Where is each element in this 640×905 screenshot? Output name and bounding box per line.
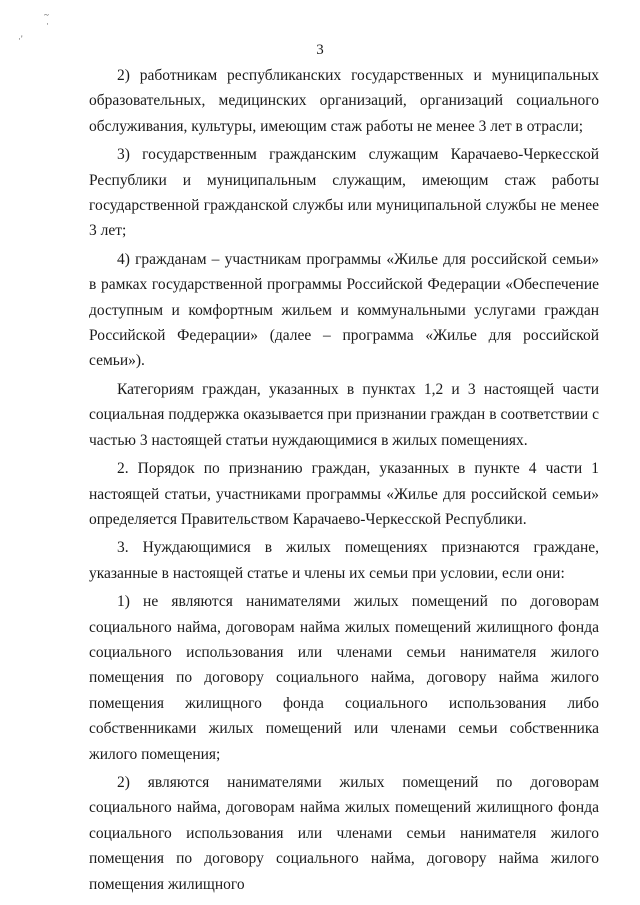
paragraph-condition-1: 1) не являются нанимателями жилых помещений по договорам социального найма, договорам найма жилых помещений жилищного фонда социального использования или членами семьи нанимателя жилого помещения по договору социального найма, договору найма жилого помещения жилищного фонда социального использования либо собственниками жилых помещений или членами семьи собственника жилого помещения; — [89, 593, 599, 763]
paragraph-item-2-workers: 2) работникам республиканских государственных и муниципальных образовательных, медицинских организаций, организаций социального обслуживания, культуры, имеющим стаж работы не менее 3 лет в отрасли; — [89, 67, 599, 135]
paragraph-item-3-civil-servants: 3) государственным гражданским служащим Карачаево-Черкесской Республики и муниципальным служащим, имеющим стаж работы государственной гражданской службы или муниципальной службы не менее 3 лет; — [89, 146, 599, 240]
scan-artifact-mark: · — [46, 19, 49, 29]
scan-artifact-mark: ·' — [18, 34, 23, 44]
document-body — [89, 63, 599, 900]
paragraph-categories-support: Категориям граждан, указанных в пунктах 1,2 и 3 настоящей части социальная поддержка оказывается при признании граждан в соответствии с частью 3 настоящей статьи нуждающимися в жилых помещениях. — [89, 380, 599, 449]
scan-artifact-mark: ~ — [44, 10, 49, 20]
paragraph-section-2-procedure: 2. Порядок по признанию граждан, указанных в пункте 4 части 1 настоящей статьи, участниками программы «Жилье для российской семьи» определяется Правительством Карачаево-Черкесской Республики. — [89, 460, 599, 528]
page-number: 3 — [316, 42, 324, 58]
paragraph-item-4-program-participants: 4) гражданам – участникам программы «Жилье для российской семьи» в рамках государственной программы Российской Федерации «Обеспечение доступным и комфортным жильем и коммунальными услугами граждан Российской Федерации» (далее – программа «Жилье для российской семьи»). — [89, 250, 599, 370]
paragraph-section-3-housing-need: 3. Нуждающимися в жилых помещениях признаются граждане, указанные в настоящей статье и члены их семьи при условии, если они: — [89, 539, 599, 582]
paragraph-condition-2: 2) являются нанимателями жилых помещений по договорам социального найма, договорам найма жилых помещений жилищного фонда социального использования или членами семьи нанимателя жилого помещения по договору социального найма, договору найма жилого помещения жилищного — [89, 773, 599, 893]
